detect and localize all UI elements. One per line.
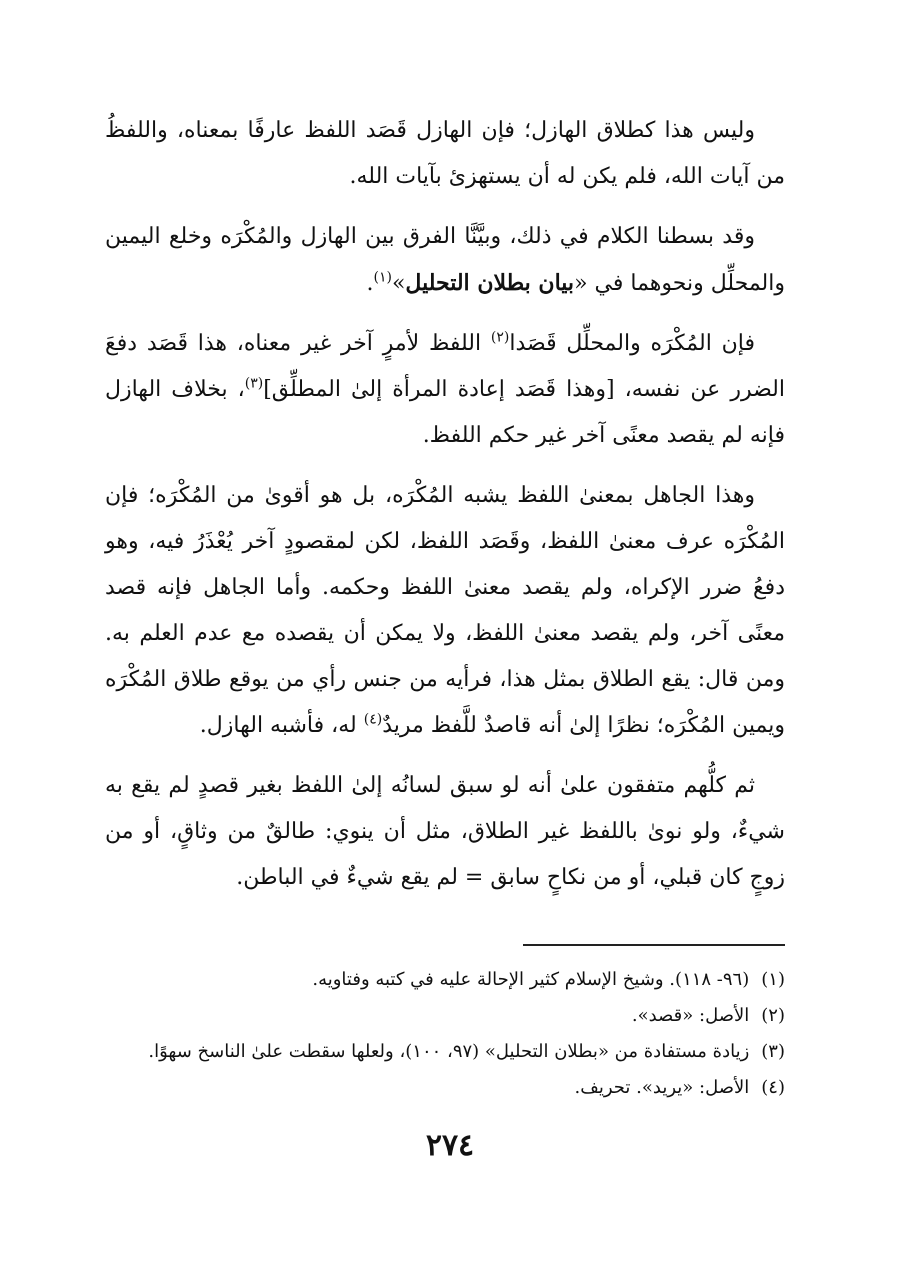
footnote-1-number: (١) [761,969,785,990]
paragraph-5-text: ثم كلُّهم متفقون علىٰ أنه لو سبق لسانُه إلىٰ اللفظ بغير قصدٍ لم يقع به شيءٌ، ولو نوىٰ باللفظ غير الطلاق، مثل أن ينوي: طالقٌ من وثاقٍ، أو من زوجٍ كان قبلي، أو من نكاحٍ سابق = لم يقع شيءٌ في الباطن. [105,773,785,890]
footnote-2-number: (٢) [761,1005,785,1026]
footnote-4 [95,1070,785,1106]
period: . [366,271,374,296]
footnote-ref-1: (١) [373,269,392,286]
footnote-2-text: الأصل: «قصد». [631,1005,750,1026]
paragraph-2 [105,214,785,307]
footnote-separator [523,944,785,946]
footnote-4-text: الأصل: «يريد». تحريف. [574,1077,750,1098]
paragraph-3-text-c: ، بخلاف الهازل فإنه لم يقصد معنًى آخر غير حكم اللفظ. [105,377,785,448]
footnote-ref-3: (٣) [244,375,264,392]
page-number: ٢٧٤ [425,1128,475,1163]
footnotes [95,962,785,1106]
footnote-4-number: (٤) [761,1077,785,1098]
paragraph-3-text-b: اللفظ لأمرٍ آخر غير معناه، هذا قَصَد دفعَ الضرر عن نفسه، [وهذا قَصَد إعادة المرأة إلىٰ المطلِّق] [105,331,785,402]
footnote-ref-4: (٤) [363,711,383,728]
footnote-3 [95,1034,785,1070]
footnote-3-text: زيادة مستفادة من «بطلان التحليل» (٩٧، ١٠٠)، ولعلها سقطت علىٰ الناسخ سهوًا. [148,1041,750,1062]
paragraph-4 [105,473,785,749]
paragraph-3-text-a: فإن المُكْرَه والمحلِّل قَصَدا [509,331,756,356]
footnote-1-text: (٩٦- ١١٨). وشيخ الإسلام كثير الإحالة عليه في كتبه وفتاويه. [312,969,750,990]
footnote-3-number: (٣) [761,1041,785,1062]
paragraph-2-text: وقد بسطنا الكلام في ذلك، وبيَّنَّا الفرق بين الهازل والمُكْرَه وخلع اليمين والمحلِّل ونحوهما في « [105,224,785,296]
footnote-1 [95,962,785,998]
paragraph-4-text-a: وهذا الجاهل بمعنىٰ اللفظ يشبه المُكْرَه، بل هو أقوىٰ من المُكْرَه؛ فإن المُكْرَه عرف معنىٰ اللفظ، وقَصَد اللفظ، لكن لمقصودٍ آخر يُعْذَرُ فيه، وهو دفعُ ضرر الإكراه، ولم يقصد معنىٰ اللفظ وحكمه. وأما الجاهل فإنه قصد معنًى آخر، ولم يقصد معنىٰ اللفظ، ولا يمكن أن يقصده مع عدم العلم به. ومن قال: يقع الطلاق بمثل هذا، فرأيه من جنس رأي من يوقع طلاق المُكْرَه ويمين المُكْرَه؛ نظرًا إلىٰ أنه قاصدٌ للَّفظ مريدٌ [105,483,785,738]
paragraph-1 [105,108,785,200]
paragraph-3 [105,321,785,459]
paragraph-5 [105,763,785,901]
footnote-ref-2: (٢) [490,329,510,346]
paragraph-4-text-b: له، فأشبه الهازل. [199,713,364,738]
footnote-2 [95,998,785,1034]
main-text [105,108,785,915]
closing-quote: » [391,271,406,296]
paragraph-1-text: وليس هذا كطلاق الهازل؛ فإن الهازل قَصَد اللفظ عارفًا بمعناه، واللفظُ من آيات الله، فلم يكن له أن يستهزئ بآيات الله. [105,118,785,189]
book-title: بيان بطلان التحليل [405,270,575,296]
